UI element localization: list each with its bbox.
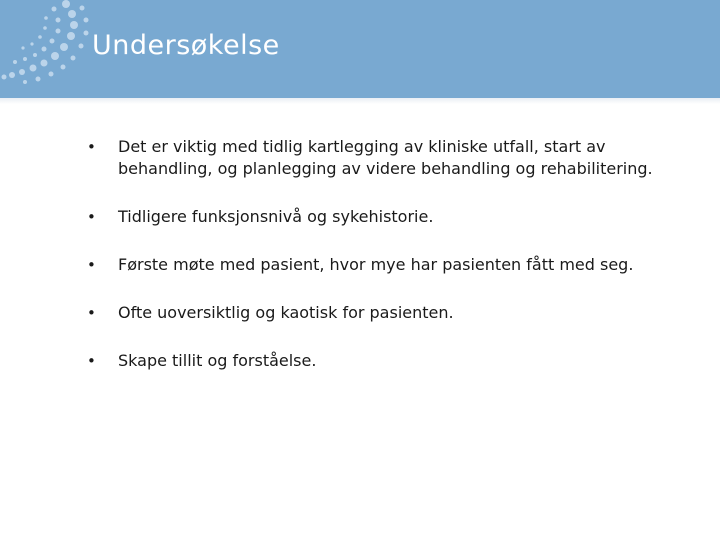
list-item: [87, 136, 677, 180]
bullet-marker: •: [87, 304, 96, 322]
slide-title: Undersøkelse: [92, 30, 280, 61]
bullet-text: Første møte med pasient, hvor mye har pasienten fått med seg.: [118, 255, 634, 274]
list-item: [87, 206, 677, 228]
bullet-text: Tidligere funksjonsnivå og sykehistorie.: [118, 207, 434, 226]
list-item: [87, 350, 677, 372]
list-item: [87, 254, 677, 276]
slide-header: [0, 0, 720, 99]
bullet-text: Det er viktig med tidlig kartlegging av kliniske utfall, start av behandling, og planlegging av videre behandling og rehabilitering.: [118, 137, 653, 178]
list-item: [87, 302, 677, 324]
bullet-text: Ofte uoversiktlig og kaotisk for pasienten.: [118, 303, 454, 322]
bullet-marker: •: [87, 138, 96, 156]
header-divider: [0, 98, 720, 104]
bullet-marker: •: [87, 352, 96, 370]
bullet-marker: •: [87, 256, 96, 274]
dot-decoration-icon: [0, 0, 100, 98]
bullet-list: [87, 136, 677, 398]
bullet-marker: •: [87, 208, 96, 226]
bullet-text: Skape tillit og forståelse.: [118, 351, 317, 370]
